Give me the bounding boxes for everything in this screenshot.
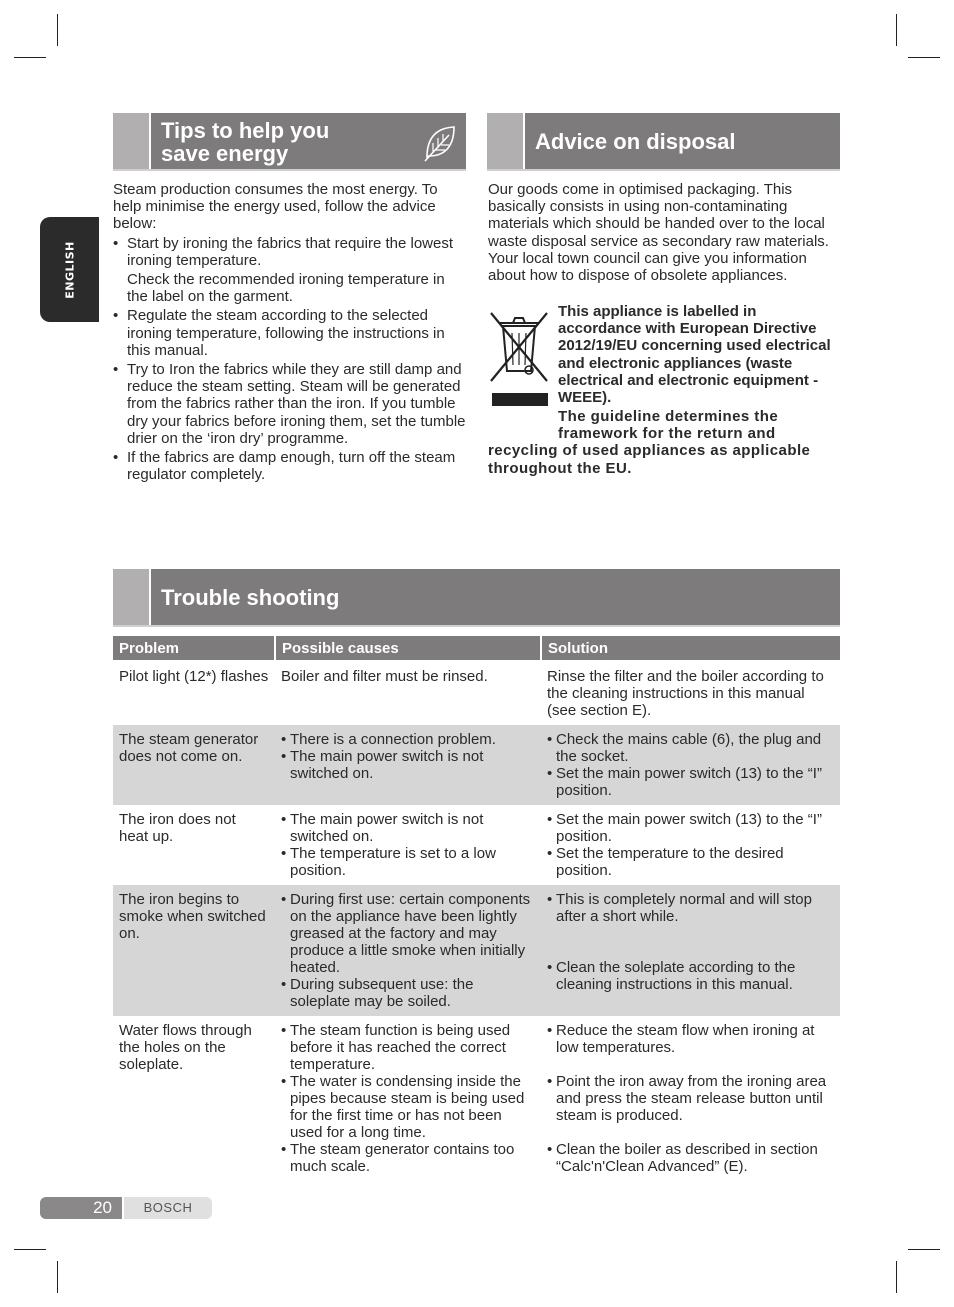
solution-cell: Rinse the filter and the boiler according to the cleaning instructions in this manual (see section E).	[547, 668, 824, 719]
tips-body	[113, 181, 468, 485]
list-item: • During first use: certain components on the appliance have been lightly greased at the factory and may produce a little smoke when initially heated.	[281, 891, 531, 976]
table-row	[113, 805, 840, 885]
list-item: • Point the iron away from the ironing area and press the steam release button until steam is produced.	[547, 1073, 827, 1124]
trouble-table	[113, 636, 840, 1181]
weee-guideline: The guideline determines the framework for the return and recycling of used appliances as applicable throughout the EU.	[488, 408, 811, 477]
crop-mark	[896, 14, 897, 46]
list-item: • Start by ironing the fabrics that require the lowest ironing temperature. Check the recommended ironing temperature in the label on the garment.	[113, 234, 454, 306]
solution-cell	[541, 805, 840, 885]
list-item: • The temperature is set to a low position.	[281, 845, 496, 879]
solution-cell	[541, 1016, 840, 1181]
crop-mark	[14, 1249, 46, 1250]
crop-mark	[14, 57, 46, 58]
tips-title: Tips to help you save energy	[161, 118, 330, 166]
list-item: • The main power switch is not switched on.	[281, 811, 484, 845]
trouble-title: Trouble shooting	[161, 585, 340, 610]
problem-cell: The steam generator does not come on.	[113, 725, 275, 805]
column-header: Possible causes	[275, 636, 541, 660]
list-item: • Check the mains cable (6), the plug and the socket.	[547, 731, 822, 765]
language-tab	[40, 217, 99, 322]
list-item: • The water is condensing inside the pipes because steam is being used for the first time or has not been used for a long time.	[281, 1073, 525, 1141]
weee-notice: This appliance is labelled in accordance with European Directive 2012/19/EU concerning used electrical and electronic appliances (waste electrical and electronic equipment - WEEE).	[558, 303, 831, 407]
table-header-row	[113, 636, 840, 660]
tips-list	[113, 235, 468, 484]
list-item: • Set the temperature to the desired position.	[547, 845, 784, 879]
crop-mark	[57, 14, 58, 46]
disposal-intro: Our goods come in optimised packaging. This basically consists in using non-contaminating materials which should be handed over to the local waste disposal service as secondary raw materials. Your local town council can give you information about how to dispose of obsolete appliances.	[488, 181, 829, 285]
list-item: • Try to Iron the fabrics while they are still damp and reduce the steam setting. Steam will be generated from the fabrics rather than the iron. If you tumble dry your fabrics before ironing them, set the tumble drier on the ‘iron dry’ programme.	[113, 361, 466, 447]
causes-cell	[275, 885, 541, 1016]
causes-cell	[275, 1016, 541, 1181]
brand-label: BOSCH	[124, 1197, 212, 1219]
list-item: • Clean the soleplate according to the cleaning instructions in this manual.	[547, 959, 796, 993]
solution-cell	[541, 885, 840, 1016]
column-header: Solution	[541, 636, 840, 660]
page-number: 20	[40, 1197, 122, 1219]
causes-cell: Boiler and filter must be rinsed.	[281, 668, 488, 685]
solution-cell	[541, 725, 840, 805]
causes-cell	[275, 725, 541, 805]
list-item: • This is completely normal and will stop after a short while.	[547, 891, 812, 925]
problem-cell: Pilot light (12*) flashes	[119, 668, 269, 685]
list-item: • If the fabrics are damp enough, turn off the steam regulator completely.	[113, 449, 456, 484]
disposal-header	[487, 113, 840, 171]
problem-cell: Water flows through the holes on the soleplate.	[119, 1022, 252, 1073]
crop-mark	[896, 1261, 897, 1293]
tips-intro: Steam production consumes the most energy. To help minimise the energy used, follow the advice below:	[113, 181, 438, 233]
causes-cell	[275, 805, 541, 885]
list-item: • Clean the boiler as described in section “Calc'n'Clean Advanced” (E).	[547, 1141, 818, 1175]
list-item: • The steam function is being used before it has reached the correct temperature.	[281, 1022, 511, 1073]
leaf-icon	[423, 123, 459, 163]
crop-mark	[908, 57, 940, 58]
problem-cell: The iron does not heat up.	[119, 811, 236, 845]
crossed-bin-icon	[488, 309, 550, 407]
crop-mark	[908, 1249, 940, 1250]
problem-cell: The iron begins to smoke when switched on.	[113, 885, 275, 1016]
table-row	[113, 885, 840, 1016]
list-item: • During subsequent use: the soleplate may be soiled.	[281, 976, 474, 1010]
tips-header	[113, 113, 466, 171]
language-tab-label: ENGLISH	[63, 240, 76, 299]
table-row	[113, 660, 840, 725]
list-item: • Reduce the steam flow when ironing at low temperatures.	[547, 1022, 815, 1056]
list-item: • The main power switch is not switched on.	[281, 748, 484, 782]
column-header: Problem	[113, 636, 275, 660]
list-item: • Set the main power switch (13) to the “I” position.	[547, 811, 822, 845]
crop-mark	[57, 1261, 58, 1293]
list-item: • Set the main power switch (13) to the “I” position.	[547, 765, 822, 799]
list-item: • Regulate the steam according to the selected ironing temperature, following the instructions in this manual.	[113, 307, 445, 359]
trouble-header	[113, 569, 840, 627]
disposal-title: Advice on disposal	[535, 129, 736, 154]
table-row	[113, 725, 840, 805]
list-item: • The steam generator contains too much scale.	[281, 1141, 515, 1175]
list-item: • There is a connection problem.	[281, 731, 496, 748]
table-row	[113, 1016, 840, 1181]
